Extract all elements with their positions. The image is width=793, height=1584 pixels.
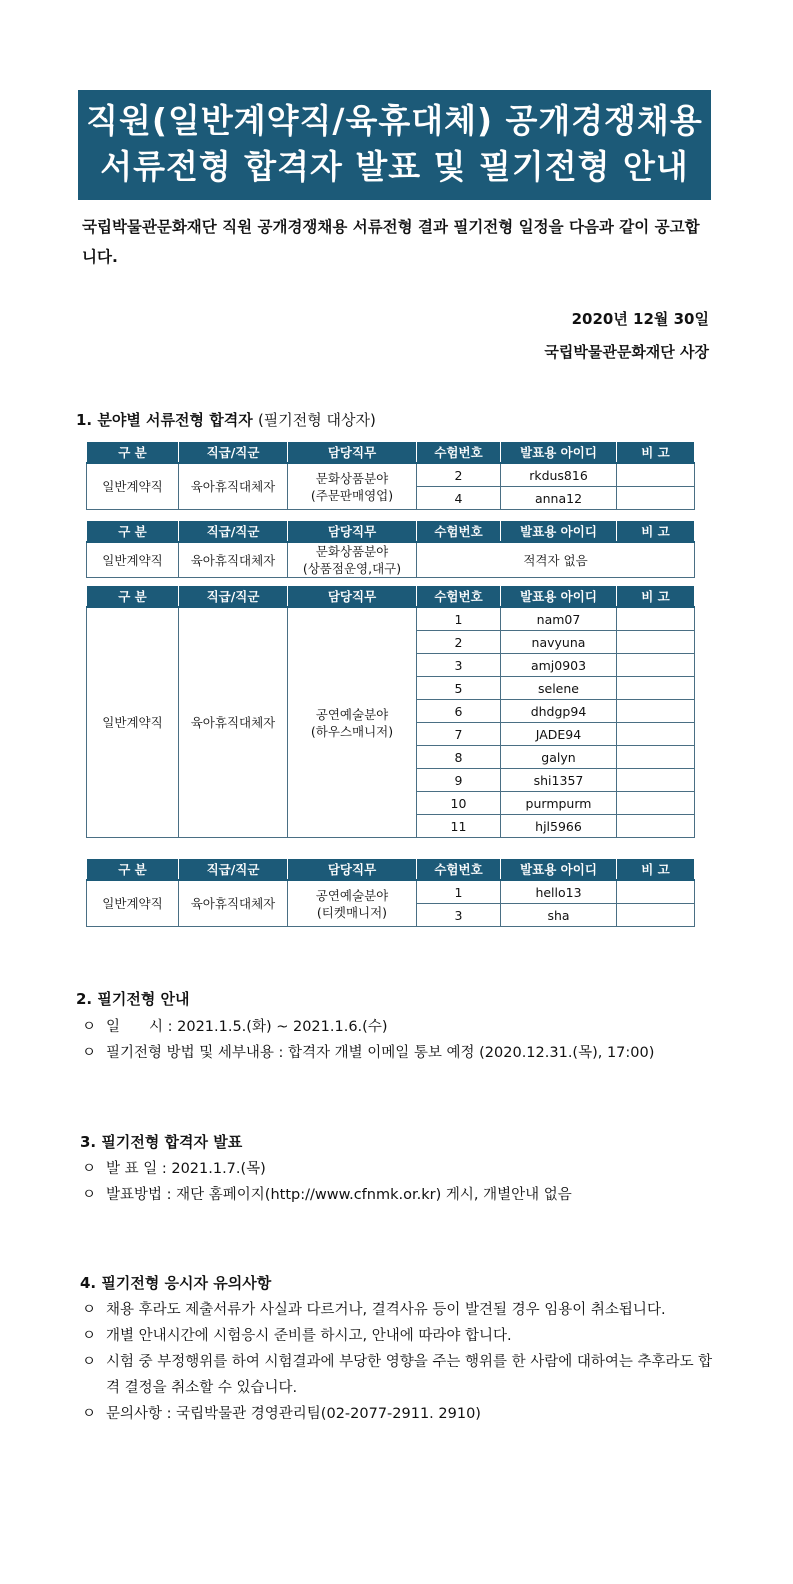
list-item — [82, 1182, 724, 1208]
exam-no-cell: 2 — [417, 463, 501, 487]
note-cell — [617, 487, 695, 510]
duty-line-1: 문화상품분야 — [315, 544, 389, 559]
list-item-text: 발 표 일 : 2021.1.7.(목) — [106, 1161, 266, 1177]
notice-title — [78, 90, 711, 200]
exam-no-cell: 1 — [417, 607, 501, 631]
note-cell — [617, 654, 695, 677]
section1-title: 1. 분야별 서류전형 합격자 — [76, 411, 253, 429]
header-duty: 담당직무 — [288, 859, 417, 881]
bullet: ㅇ — [82, 1019, 97, 1035]
exam-no-cell: 8 — [417, 746, 501, 769]
exam-no-cell: 5 — [417, 677, 501, 700]
note-cell — [617, 769, 695, 792]
note-cell — [617, 746, 695, 769]
id-cell: galyn — [501, 746, 617, 769]
header-note: 비 고 — [617, 442, 695, 464]
header-category: 구 분 — [87, 442, 179, 464]
table-header-row — [87, 859, 695, 881]
id-cell: navyuna — [501, 631, 617, 654]
id-cell: amj0903 — [501, 654, 617, 677]
duty-line-1: 문화상품분야 — [315, 470, 389, 486]
category-cell: 일반계약직 — [87, 880, 179, 927]
result-table-2 — [86, 520, 695, 578]
exam-no-cell: 3 — [417, 654, 501, 677]
note-cell — [617, 463, 695, 487]
duty-line-1: 공연예술분야 — [315, 887, 389, 903]
id-cell: purmpurm — [501, 792, 617, 815]
note-cell — [617, 880, 695, 904]
exam-no-cell: 4 — [417, 487, 501, 510]
list-item — [82, 1156, 724, 1182]
list-item-text: 개별 안내시간에 시험응시 준비를 하시고, 안내에 따라야 합니다. — [106, 1328, 512, 1344]
id-cell: anna12 — [501, 487, 617, 510]
list-item — [82, 1401, 724, 1427]
table-header-row — [87, 521, 695, 543]
duty-cell — [288, 880, 417, 927]
header-duty: 담당직무 — [288, 586, 417, 608]
exam-no-cell: 1 — [417, 880, 501, 904]
section4-list — [82, 1297, 724, 1427]
header-grade: 직급/직군 — [179, 859, 288, 881]
list-item — [82, 1323, 724, 1349]
header-category: 구 분 — [87, 859, 179, 881]
category-cell: 일반계약직 — [87, 542, 179, 578]
bullet: ㅇ — [82, 1302, 97, 1318]
table-row — [87, 463, 695, 487]
bullet: ㅇ — [82, 1328, 97, 1344]
list-item-text: 일 시 : 2021.1.5.(화) ~ 2021.1.6.(수) — [106, 1019, 388, 1035]
id-cell: shi1357 — [501, 769, 617, 792]
header-duty: 담당직무 — [288, 442, 417, 464]
no-candidates-cell: 적격자 없음 — [417, 542, 695, 578]
exam-no-cell: 10 — [417, 792, 501, 815]
grade-cell: 육아휴직대체자 — [179, 880, 288, 927]
section2-heading: 2. 필기전형 안내 — [76, 990, 190, 1008]
section2-list — [82, 1014, 724, 1066]
intro-text: 국립박물관문화재단 직원 공개경쟁채용 서류전형 결과 필기전형 일정을 다음과 같이 공고합니다. — [82, 218, 700, 266]
header-note: 비 고 — [617, 859, 695, 881]
list-item — [82, 1297, 724, 1323]
category-cell: 일반계약직 — [87, 607, 179, 838]
result-table-1 — [86, 441, 695, 510]
bullet: ㅇ — [82, 1406, 97, 1422]
duty-cell — [288, 542, 417, 578]
id-cell: rkdus816 — [501, 463, 617, 487]
grade-cell: 육아휴직대체자 — [179, 463, 288, 510]
grade-cell: 육아휴직대체자 — [179, 542, 288, 578]
header-note: 비 고 — [617, 521, 695, 543]
note-cell — [617, 792, 695, 815]
id-cell: dhdgp94 — [501, 700, 617, 723]
header-exam-no: 수험번호 — [417, 859, 501, 881]
note-cell — [617, 815, 695, 838]
id-cell: sha — [501, 904, 617, 927]
id-cell: nam07 — [501, 607, 617, 631]
result-table-4 — [86, 858, 695, 927]
title-line-2: 서류전형 합격자 발표 및 필기전형 안내 — [100, 147, 689, 186]
exam-no-cell: 9 — [417, 769, 501, 792]
table-header-row — [87, 442, 695, 464]
header-grade: 직급/직군 — [179, 442, 288, 464]
list-item — [82, 1040, 724, 1066]
exam-no-cell: 7 — [417, 723, 501, 746]
exam-no-cell: 2 — [417, 631, 501, 654]
note-cell — [617, 723, 695, 746]
grade-cell: 육아휴직대체자 — [179, 607, 288, 838]
id-cell: selene — [501, 677, 617, 700]
note-cell — [617, 904, 695, 927]
issue-block — [544, 303, 709, 369]
section1-heading — [76, 409, 376, 430]
title-line-1: 직원(일반계약직/육휴대체) 공개경쟁채용 — [86, 101, 703, 140]
exam-no-cell: 11 — [417, 815, 501, 838]
duty-cell — [288, 463, 417, 510]
exam-no-cell: 6 — [417, 700, 501, 723]
table-row — [87, 542, 695, 578]
header-id: 발표용 아이디 — [501, 521, 617, 543]
section3-heading: 3. 필기전형 합격자 발표 — [80, 1133, 243, 1151]
duty-cell — [288, 607, 417, 838]
note-cell — [617, 607, 695, 631]
list-item-text: 발표방법 : 재단 홈페이지(http://www.cfnmk.or.kr) 게시, 개별안내 없음 — [106, 1187, 572, 1203]
bullet: ㅇ — [82, 1187, 97, 1203]
section3-list — [82, 1156, 724, 1208]
section1-subtitle: (필기전형 대상자) — [257, 411, 376, 429]
note-cell — [617, 677, 695, 700]
id-cell: hello13 — [501, 880, 617, 904]
note-cell — [617, 631, 695, 654]
duty-line-2: (주문판매영업) — [310, 487, 394, 503]
table-row — [87, 880, 695, 904]
result-table-3 — [86, 585, 695, 838]
header-id: 발표용 아이디 — [501, 859, 617, 881]
list-item — [82, 1349, 724, 1401]
header-category: 구 분 — [87, 586, 179, 608]
section4-heading: 4. 필기전형 응시자 유의사항 — [80, 1274, 272, 1292]
list-item-text: 필기전형 방법 및 세부내용 : 합격자 개별 이메일 통보 예정 (2020.12.31.(목), 17:00) — [106, 1045, 655, 1061]
list-item-text: 시험 중 부정행위를 하여 시험결과에 부당한 영향을 주는 행위를 한 사람에 대하여는 추후라도 합격 결정을 취소할 수 있습니다. — [106, 1354, 713, 1396]
header-note: 비 고 — [617, 586, 695, 608]
exam-no-cell: 3 — [417, 904, 501, 927]
list-item-text: 문의사항 : 국립박물관 경영관리팀(02-2077-2911. 2910) — [106, 1406, 481, 1422]
table-header-row — [87, 586, 695, 608]
issuer: 국립박물관문화재단 사장 — [544, 343, 709, 361]
header-exam-no: 수험번호 — [417, 586, 501, 608]
list-item-text: 채용 후라도 제출서류가 사실과 다르거나, 결격사유 등이 발견될 경우 임용이 취소됩니다. — [106, 1302, 666, 1318]
header-grade: 직급/직군 — [179, 586, 288, 608]
header-id: 발표용 아이디 — [501, 586, 617, 608]
list-item — [82, 1014, 724, 1040]
header-exam-no: 수험번호 — [417, 442, 501, 464]
header-category: 구 분 — [87, 521, 179, 543]
header-exam-no: 수험번호 — [417, 521, 501, 543]
id-cell: hjl5966 — [501, 815, 617, 838]
bullet: ㅇ — [82, 1354, 97, 1370]
note-cell — [617, 700, 695, 723]
bullet: ㅇ — [82, 1045, 97, 1061]
header-grade: 직급/직군 — [179, 521, 288, 543]
duty-line-2: (하우스매니저) — [310, 723, 394, 739]
bullet: ㅇ — [82, 1161, 97, 1177]
category-cell: 일반계약직 — [87, 463, 179, 510]
duty-line-2: (티켓매니저) — [316, 904, 388, 920]
id-cell: JADE94 — [501, 723, 617, 746]
header-duty: 담당직무 — [288, 521, 417, 543]
table-row — [87, 607, 695, 631]
duty-line-1: 공연예술분야 — [315, 706, 389, 722]
issue-date: 2020년 12월 30일 — [571, 310, 709, 328]
duty-line-2: (상품점운영,대구) — [302, 561, 402, 576]
header-id: 발표용 아이디 — [501, 442, 617, 464]
